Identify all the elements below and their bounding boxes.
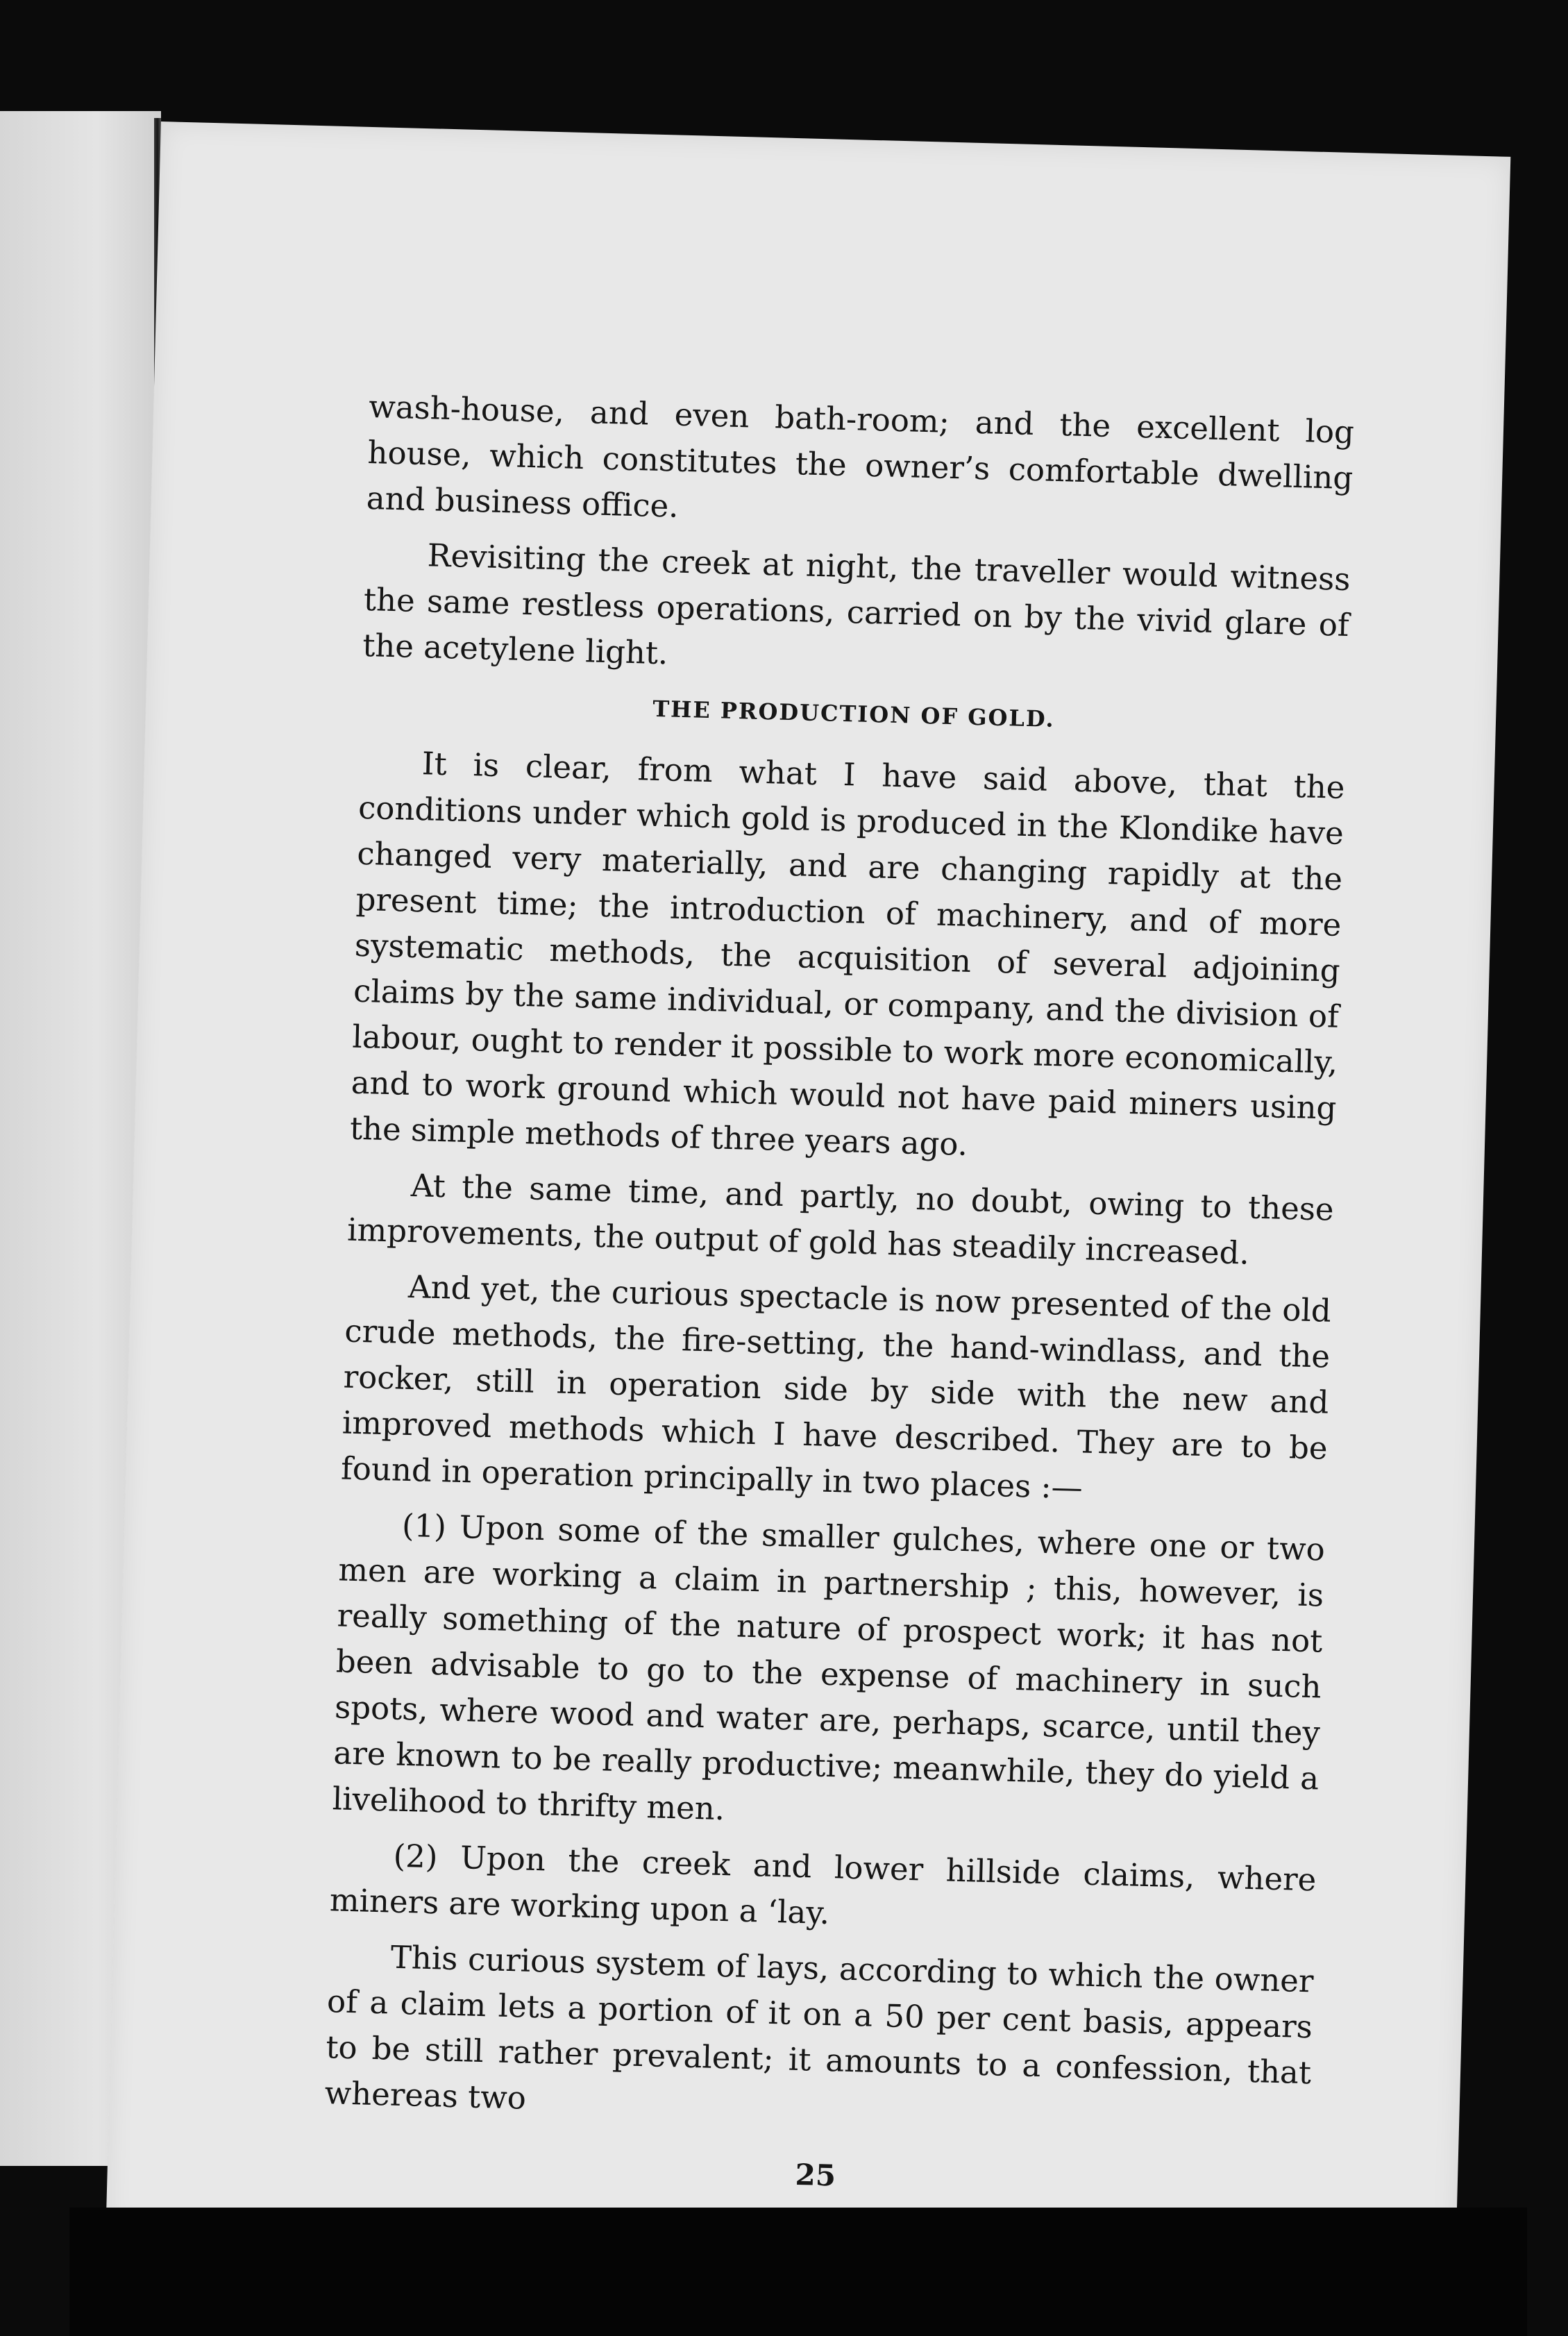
paragraph-continuation: wash-house, and even bath-room; and the excellent log house, which constitutes the owner’s comfortable dwelling and business office. <box>366 387 1355 525</box>
paragraph-lays: This curious system of lays, according to which the owner of a claim lets a portion of it on a 50 per cent basis, appears to be still rather prevalent; it amounts to a confession, that whereas two <box>324 1938 1315 2117</box>
paragraph-item-1: (1) Upon some of the smaller gulches, where one or two men are working a claim in partnership ; this, however, is really something of the nature of prospect work; it has not been advisable to go to the expense of machinery in such spots, where wood and water are, perhaps, scarce, until they are known to be really productive; meanwhile, they do yield a livelihood to thrifty men. <box>332 1506 1326 1828</box>
paragraph-output: At the same time, and partly, no doubt, owing to these improvements, the output of gold has steadily increased. <box>346 1166 1335 1272</box>
book-page <box>106 121 1510 2267</box>
page-text <box>324 384 1355 2193</box>
paragraph-conditions: It is clear, from what I have said above, that the conditions under which gold is produced in the Klondike have changed very materially, and are changing rapidly at the present time; the introduction of machinery, and of more systematic methods, the acquisition of several adjoining claims by the same individual, or company, and the division of labour, ought to render it possible to work more economically, and to work ground which would not have paid miners using the simple methods of three years ago. <box>349 745 1346 1163</box>
section-heading: THE PRODUCTION OF GOLD. <box>652 695 1056 732</box>
paragraph-revisiting: Revisiting the creek at night, the traveller would witness the same restless operations, carried on by the vivid glare of the acetylene light. <box>362 537 1351 672</box>
paragraph-old-methods: And yet, the curious spectacle is now presented of the old crude methods, the fire-setting, the hand-windlass, and the rocker, still in operation side by side with the new and improved methods which I have described. They are to be found in operation principally in two places :— <box>340 1268 1332 1506</box>
page-number: 25 <box>795 2157 836 2193</box>
paragraph-item-2: (2) Upon the creek and lower hillside claims, where miners are working upon a ‘lay. <box>329 1837 1317 1932</box>
scan-bottom-shadow <box>69 2208 1527 2336</box>
